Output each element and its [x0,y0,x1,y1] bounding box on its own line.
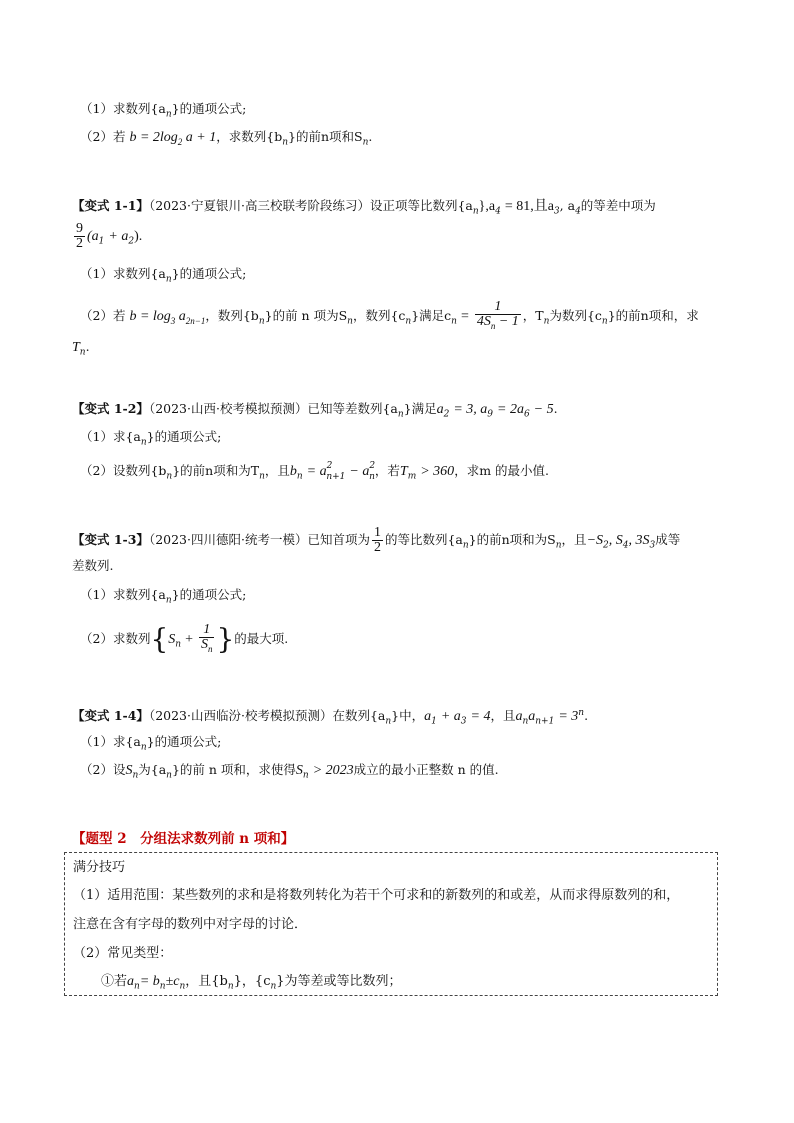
variant-1-1-part-1: （1）求数列$\{a_n\}$的通项公式; [80,266,247,285]
variant-1-2-part-2: （2）设数列$\{b_n\}$的前n项和为$T_n$，且$b_n = a^2_{n+1} - a^2_n$，若$T_m > 360$，求m 的最小值. [80,461,549,482]
variant-1-1-stem: 【变式 1-1】（2023·宁夏银川·高三校联考阶段练习）设正项等比数列$\{a_n\},a_4 = 81$,且$a_3$, $a_4$的等差中项为 [72,198,656,217]
tips-heading: 满分技巧 [73,860,126,875]
prev-part-1: （1）求数列$\{a_n\}$的通项公式; [80,101,247,120]
part-label: （1） [80,101,113,116]
variant-1-4-part-1: （1）求$\{a_n\}$的通项公式; [80,734,222,753]
variant-1-1-part-2: （2）若 $b = \log_3 a_{2n-1}$，数列$\{b_n\}$的前 n 项为$S_n$，数列$\{c_n\}$满足$c_n$ = $\frac{1}{4S_n - 1}$ ，$T_n$为数列$\{c_n\}$的前n项和，求 [80,299,699,331]
tips-line-4: ①若$a_n= b_n\pm c_n$，且$\{b_n\}$，$\{c_n\}$为等差或等比数列； [101,974,402,992]
topic-2-heading: 【题型 2 分组法求数列前 n 项和】 [72,831,295,847]
fraction-9-2: $\frac{9}{2}$ [76,221,83,251]
variant-1-3-part-2: （2）求数列{$S_n$ + $\frac{1}{S_n}$ }的最大项. [80,622,289,656]
formula-bn: $b = 2\log_2$ a + 1 [129,130,217,147]
variant-1-1-frac-line: $\frac{9}{2}$ $(a_1 + a_2)$. [76,221,143,251]
tips-box [64,852,718,996]
variant-1-2-part-1: （1）求$\{a_n\}$的通项公式; [80,429,222,448]
variant-1-4-stem: 【变式 1-4】（2023·山西临汾·校考模拟预测）在数列$\{a_n\}$中，$a_1 + a_3 = 4$，且$a_na_{n+1} = 3^n$. [72,708,589,727]
prev-part-2: （2）若 $b = 2\log_2$ a + 1，求数列$\{b_n\}$的前n项和$S_n$. [80,129,373,148]
fraction-1-2: $\frac{1}{2}$ [373,525,381,555]
fraction-1-over-sn: $\frac{1}{S_n}$ [200,622,213,654]
variant-1-3-stem: 【变式 1-3】（2023·四川德阳·统考一模）已知首项为 $\frac{1}{2}$ 的等比数列$\{a_n\}$的前n项和为$S_n$，且$-S_2$, $S_4$, $3S_3$成等 [72,525,681,555]
tips-line-1: （1）适用范围：某些数列的求和是将数列转化为若干个可求和的新数列的和或差，从而求得原数列的和， [73,888,680,903]
fraction-1-over-4sn-minus-1: $\frac{1}{4S_n - 1}$ [476,299,519,331]
variant-1-4-part-2: （2）设$S_n$为$\{a_n\}$的前 n 项和，求使得$S_n > 2023$成立的最小正整数 n 的值. [80,762,499,781]
tips-line-2: 注意在含有字母的数列中对字母的讨论． [73,917,308,932]
variant-1-1-part-2-end: $T_n$. [72,339,90,358]
tips-line-3: （2）常见类型： [73,946,173,961]
variant-1-3-part-1: （1）求数列$\{a_n\}$的通项公式; [80,587,247,606]
variant-1-3-stem-line-2: 差数列. [72,558,114,573]
variant-1-2-stem: 【变式 1-2】（2023·山西·校考模拟预测）已知等差数列$\{a_n\}$满足$a_2 = 3$, $a_9 = 2a_6 - 5$. [72,401,558,420]
